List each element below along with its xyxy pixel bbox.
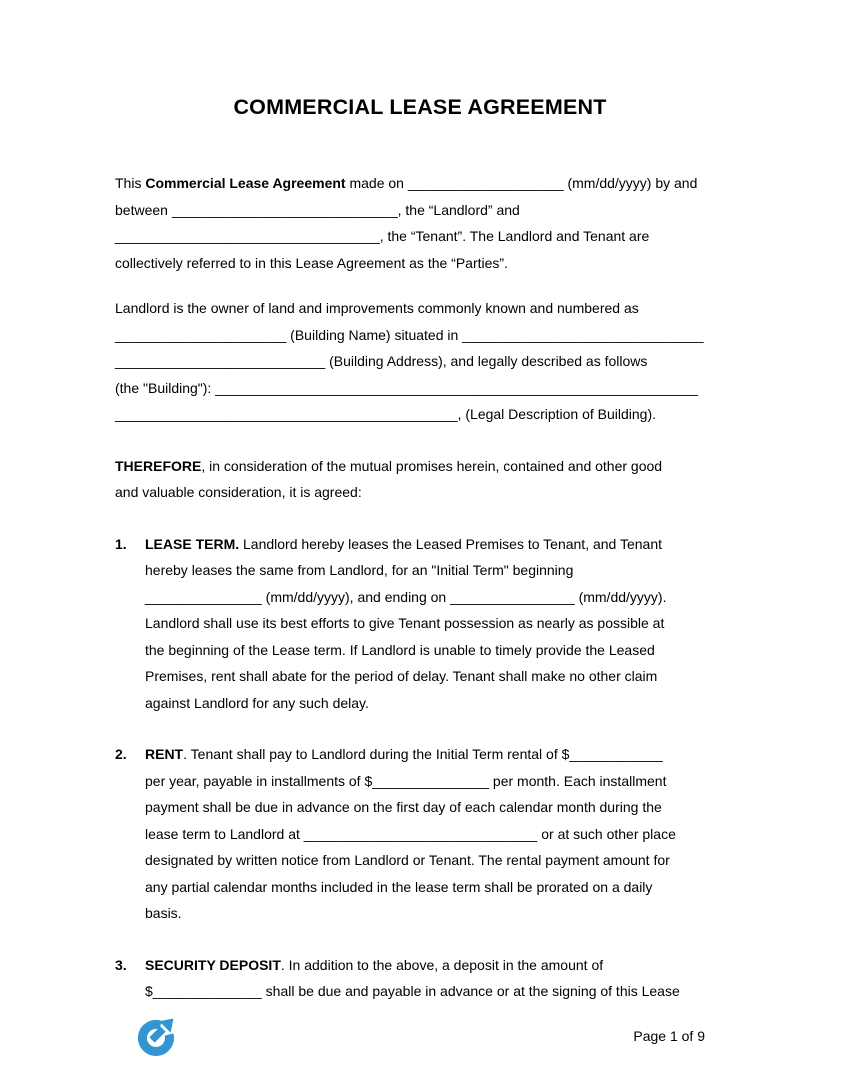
text-line [115, 375, 725, 402]
text-line [145, 610, 725, 637]
text-line [115, 322, 725, 349]
text-line [145, 900, 725, 927]
text-segment: $______________ shall be due and payable in advance or at the signing of this Lease [145, 983, 680, 999]
text-line [145, 821, 725, 848]
text-segment: , in consideration of the mutual promises herein, contained and other good [201, 457, 663, 474]
section-security-deposit [115, 952, 725, 1005]
section-rent [115, 741, 725, 927]
text-line [145, 847, 725, 874]
text-segment: the beginning of the Lease term. If Landlord is unable to timely provide the Leased [145, 641, 655, 658]
text-line [145, 952, 725, 979]
paragraph-therefore [115, 453, 725, 506]
text-segment: Landlord shall use its best efforts to give Tenant possession as nearly as possible at [145, 615, 665, 631]
bold-text-segment: THEREFORE [115, 457, 202, 474]
section-number: 2. [115, 746, 127, 762]
text-segment: Landlord is the owner of land and improvements commonly known and numbered as [115, 300, 639, 316]
bold-text-segment: Commercial Lease Agreement [145, 175, 346, 191]
text-line [145, 637, 725, 664]
section-body [145, 531, 725, 717]
text-segment: . In addition to the above, a deposit in the amount of [280, 956, 604, 973]
page-number-label: Page 1 of 9 [633, 1028, 705, 1044]
text-line [145, 531, 725, 558]
text-segment: Premises, rent shall abate for the period of delay. Tenant shall make no other claim [145, 668, 658, 684]
text-segment: hereby leases the same from Landlord, for an "Initial Term" beginning [145, 562, 574, 578]
text-line [115, 479, 725, 506]
text-line [115, 170, 725, 197]
text-segment: (the "Building"): ______________________________________________________________ [115, 379, 698, 396]
text-line [115, 250, 725, 277]
text-segment: and valuable consideration, it is agreed: [115, 484, 362, 500]
text-line [115, 453, 725, 480]
paragraph-premises [115, 295, 725, 428]
text-line [145, 874, 725, 901]
section-body [145, 741, 725, 927]
page-footer [115, 1010, 725, 1056]
text-segment: ____________________________________________, (Legal Description of Building). [115, 406, 657, 422]
text-line [115, 401, 725, 428]
text-segment: Landlord hereby leases the Leased Premises to Tenant, and Tenant [239, 535, 663, 552]
text-line [145, 741, 725, 768]
logo-arrow-shaft [152, 1029, 163, 1040]
document-title: COMMERCIAL LEASE AGREEMENT [233, 95, 607, 119]
text-line [115, 348, 725, 375]
text-segment: any partial calendar months included in the lease term shall be prorated on a daily [145, 878, 653, 895]
text-segment: _______________ (mm/dd/yyyy), and ending on ________________ (mm/dd/yyyy). [145, 588, 667, 605]
text-segment: payment shall be due in advance on the first day of each calendar month during the [145, 799, 662, 815]
text-segment: designated by written notice from Landlord or Tenant. The rental payment amount for [145, 852, 670, 868]
text-segment: This [115, 175, 146, 191]
text-segment: against Landlord for any such delay. [145, 694, 369, 711]
text-line [145, 768, 725, 795]
text-segment: lease term to Landlord at ______________________________ or at such other place [145, 825, 676, 842]
section-number: 1. [115, 535, 127, 552]
text-line [145, 557, 725, 584]
eforms-circular-arrow-logo-icon [138, 1014, 178, 1056]
text-segment: collectively referred to in this Lease Agreement as the “Parties”. [115, 254, 508, 271]
section-lease-term [115, 531, 725, 717]
section-number: 3. [115, 956, 127, 973]
text-line [145, 663, 725, 690]
text-line [145, 690, 725, 717]
bold-text-segment: LEASE TERM. [145, 535, 240, 552]
text-line [145, 794, 725, 821]
text-line [115, 295, 725, 322]
text-segment: basis. [145, 905, 182, 921]
text-segment: __________________________________, the “Tenant”. The Landlord and Tenant are [115, 228, 650, 244]
bold-text-segment: SECURITY DEPOSIT [145, 956, 281, 973]
text-line [145, 978, 725, 1005]
text-line [115, 197, 725, 224]
section-body [145, 952, 725, 1005]
text-segment: . Tenant shall pay to Landlord during the Initial Term rental of $____________ [183, 746, 663, 762]
text-line [115, 223, 725, 250]
text-line [145, 584, 725, 611]
text-segment: made on ____________________ (mm/dd/yyyy) by and [345, 175, 698, 191]
bold-text-segment: RENT [145, 746, 184, 762]
text-segment: ___________________________ (Building Address), and legally described as follows [115, 353, 648, 369]
text-segment: ______________________ (Building Name) situated in _______________________________ [115, 326, 704, 343]
paragraph-intro [115, 170, 725, 276]
text-segment: between _____________________________, the “Landlord” and [115, 201, 520, 218]
text-segment: per year, payable in installments of $_______________ per month. Each installment [145, 772, 667, 789]
